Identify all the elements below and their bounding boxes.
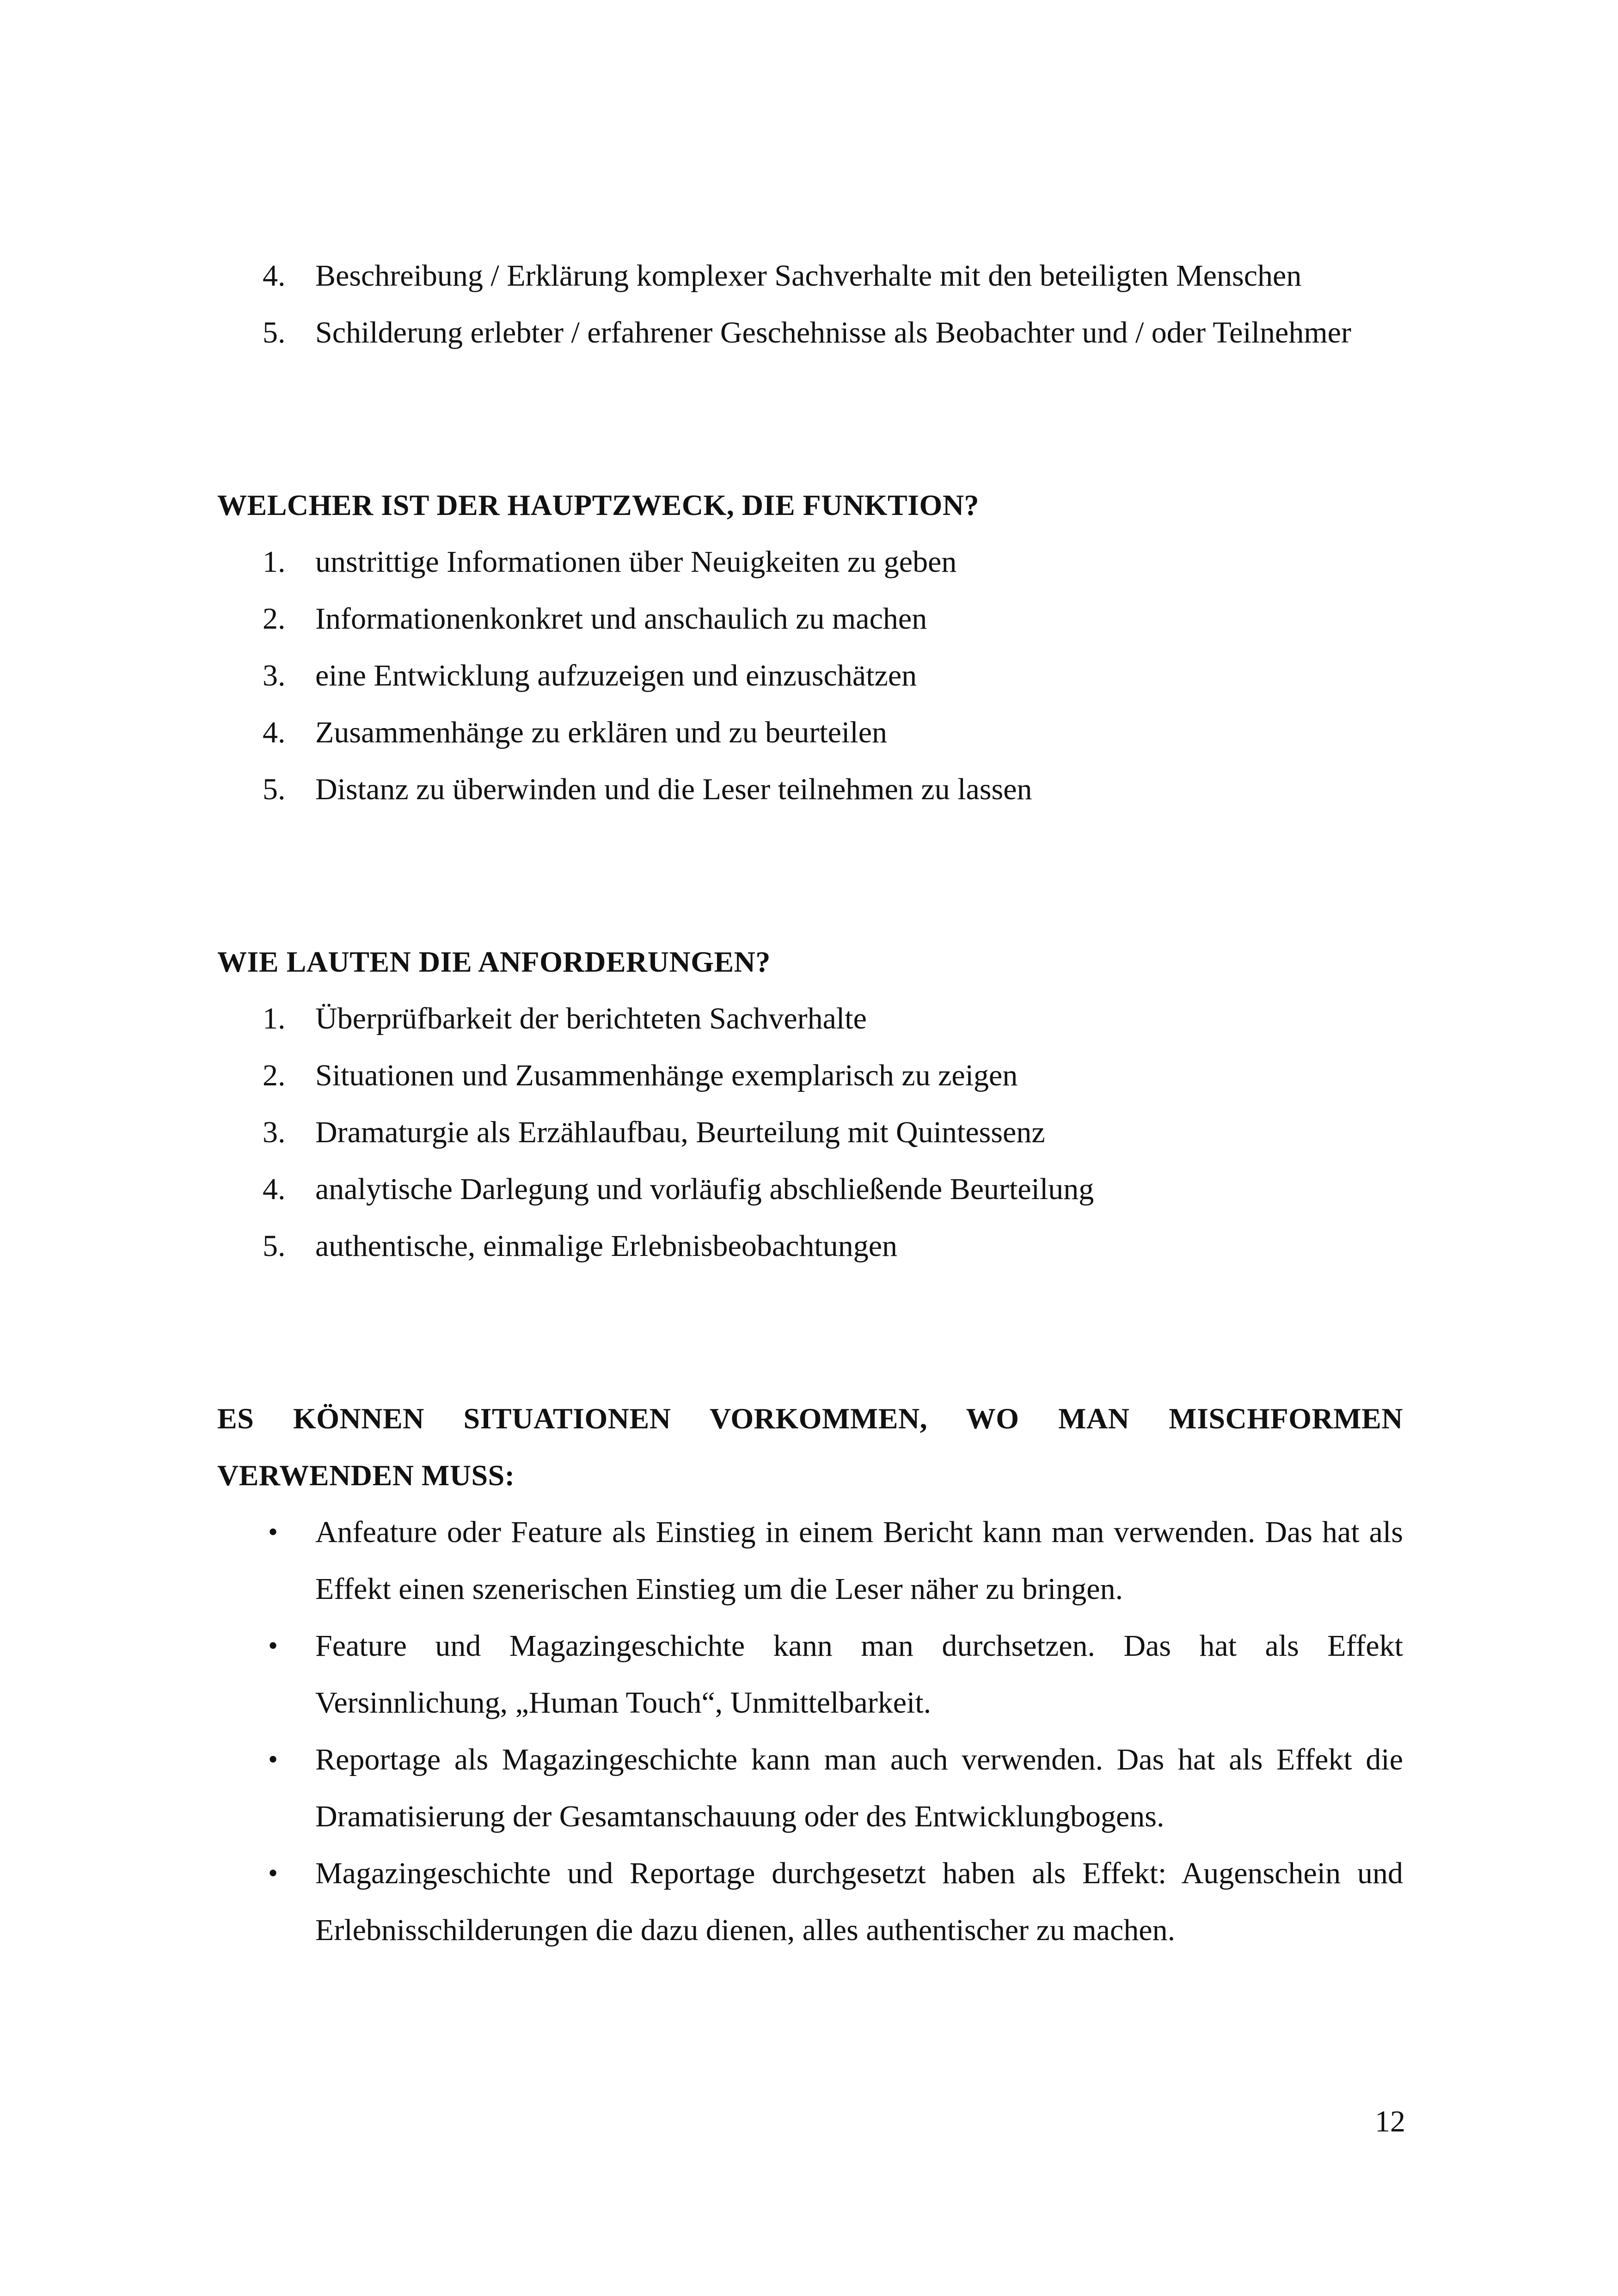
- list-item: [217, 990, 1403, 1047]
- list-item: [217, 1161, 1403, 1218]
- list-item: [217, 1845, 1403, 1959]
- list-item-text: Dramaturgie als Erzählaufbau, Beurteilung mit Quintessenz: [315, 1115, 1045, 1149]
- section-spacer: [217, 1274, 1403, 1390]
- top-numbered-list: [217, 247, 1403, 361]
- list-number: 5.: [263, 1229, 286, 1263]
- list-number: 4.: [263, 1172, 286, 1206]
- list-item-text: Schilderung erlebter / erfahrener Geschehnisse als Beobachter und / oder Teilnehmer: [315, 316, 1351, 349]
- list-item-text: Magazingeschichte und Reportage durchgesetzt haben als Effekt: Augenschein und Erlebnisschilderungen die dazu dienen, alles authentischer zu machen.: [315, 1856, 1403, 1947]
- section-spacer: [217, 361, 1403, 477]
- list-number: 5.: [263, 772, 286, 806]
- list-number: 1.: [263, 1002, 286, 1035]
- page-content: [217, 247, 1403, 1959]
- page-number: 12: [1375, 2105, 1405, 2138]
- list-item-text: Anfeature oder Feature als Einstieg in einem Bericht kann man verwenden. Das hat als Effekt einen szenerischen Einstieg um die Leser näher zu bringen.: [315, 1515, 1403, 1606]
- list-item: [217, 647, 1403, 704]
- section-heading-mixed-forms: ES KÖNNEN SITUATIONEN VORKOMMEN, WO MAN MISCHFORMEN VERWENDEN MUSS:: [217, 1402, 1403, 1492]
- mixed-forms-bullet-list: [217, 1504, 1403, 1959]
- list-item-text: Distanz zu überwinden und die Leser teilnehmen zu lassen: [315, 772, 1032, 806]
- list-number: 4.: [263, 716, 286, 749]
- list-item-text: Informationenkonkret und anschaulich zu machen: [315, 602, 927, 636]
- list-number: 4.: [263, 259, 286, 293]
- list-item: [217, 1731, 1403, 1845]
- list-item-text: authentische, einmalige Erlebnisbeobachtungen: [315, 1229, 898, 1263]
- list-item: [217, 247, 1403, 304]
- list-number: 2.: [263, 602, 286, 636]
- list-item-text: unstrittige Informationen über Neuigkeiten zu geben: [315, 545, 957, 579]
- bullet-icon: •: [268, 1858, 278, 1888]
- list-item: [217, 704, 1403, 761]
- section-heading-requirements: WIE LAUTEN DIE ANFORDERUNGEN?: [217, 945, 771, 978]
- list-number: 3.: [263, 659, 286, 692]
- bullet-icon: •: [268, 1630, 278, 1661]
- list-number: 5.: [263, 316, 286, 349]
- section-heading-function: WELCHER IST DER HAUPTZWECK, DIE FUNKTION?: [217, 489, 980, 521]
- list-item-text: Reportage als Magazingeschichte kann man auch verwenden. Das hat als Effekt die Dramatisierung der Gesamtanschauung oder des Entwicklungbogens.: [315, 1743, 1403, 1833]
- section-spacer: [217, 818, 1403, 933]
- list-item-text: Situationen und Zusammenhänge exemplarisch zu zeigen: [315, 1059, 1018, 1092]
- list-item: [217, 1104, 1403, 1161]
- list-item: [217, 1218, 1403, 1274]
- list-item: [217, 1617, 1403, 1731]
- list-item-text: Zusammenhänge zu erklären und zu beurteilen: [315, 716, 887, 749]
- list-item: [217, 590, 1403, 647]
- list-number: 3.: [263, 1115, 286, 1149]
- list-item: [217, 1047, 1403, 1104]
- list-item-text: analytische Darlegung und vorläufig abschließende Beurteilung: [315, 1172, 1094, 1206]
- list-item-text: Beschreibung / Erklärung komplexer Sachverhalte mit den beteiligten Menschen: [315, 259, 1302, 293]
- requirements-numbered-list: [217, 990, 1403, 1274]
- bullet-icon: •: [268, 1744, 278, 1775]
- bullet-icon: •: [268, 1517, 278, 1547]
- list-item: [217, 533, 1403, 590]
- list-item-text: Überprüfbarkeit der berichteten Sachverhalte: [315, 1002, 867, 1035]
- list-item: [217, 1504, 1403, 1617]
- list-item: [217, 761, 1403, 818]
- list-item-text: Feature und Magazingeschichte kann man durchsetzen. Das hat als Effekt Versinnlichung, „Human Touch“, Unmittelbarkeit.: [315, 1629, 1403, 1720]
- list-item: [217, 304, 1403, 361]
- list-number: 1.: [263, 545, 286, 579]
- function-numbered-list: [217, 533, 1403, 818]
- list-item-text: eine Entwicklung aufzuzeigen und einzuschätzen: [315, 659, 917, 692]
- list-number: 2.: [263, 1059, 286, 1092]
